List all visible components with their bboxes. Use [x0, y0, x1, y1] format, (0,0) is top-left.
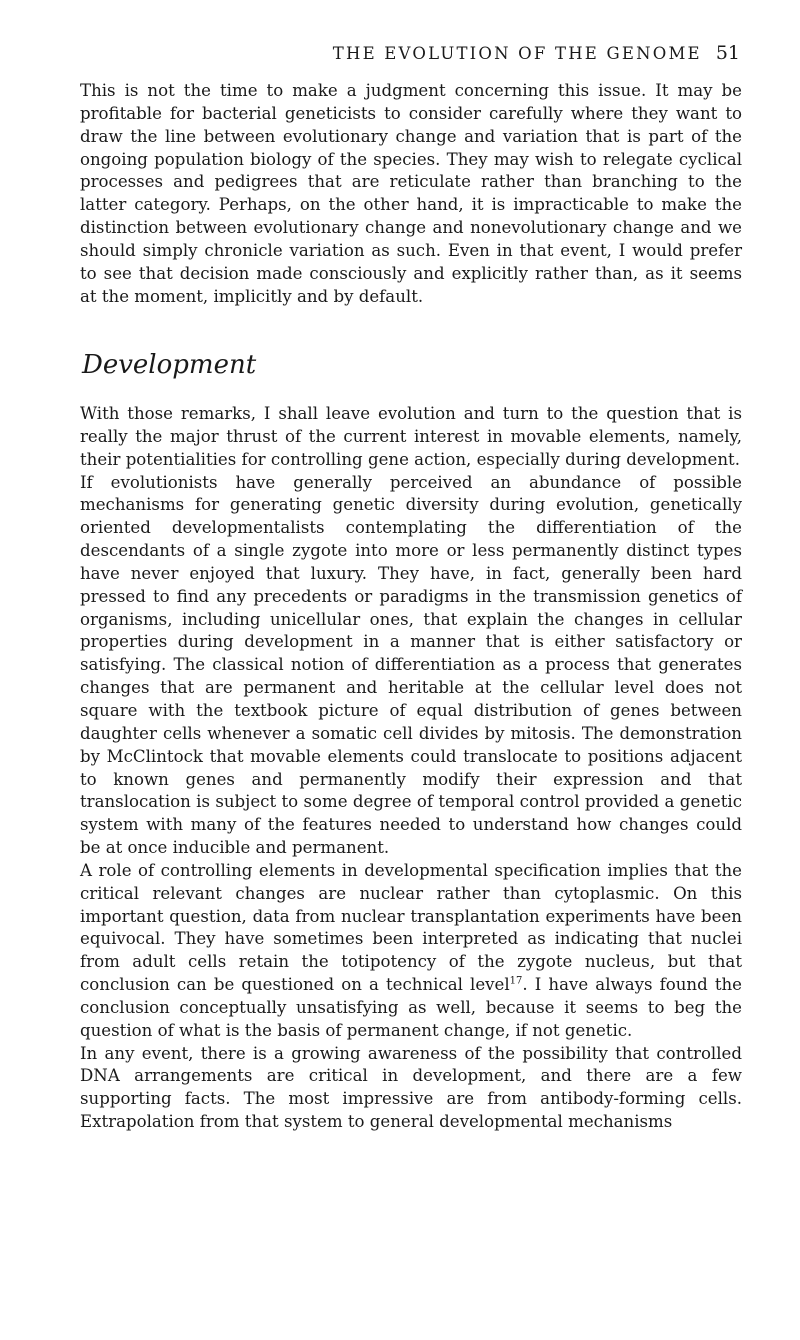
section-heading: Development	[82, 350, 257, 380]
paragraph: With those remarks, I shall leave evolution and turn to the question that is really the major thrust of the current interest in movable elements, namely, their potentialities for controlling gene action, especially during development.	[80, 404, 742, 469]
running-head	[333, 42, 740, 64]
paragraph-text: A role of controlling elements in developmental specification implies that the critical relevant changes are nuclear rather than cytoplasmic. On this important question, data from nuclear transplantation experiments have been equivocal. They have sometimes been interpreted as indicating that nuclei from adult cells retain the totipotency of the zygote nucleus, but that conclusion can be questioned on a technical level	[80, 860, 742, 995]
running-head-title: THE EVOLUTION OF THE GENOME	[332, 44, 702, 63]
section-body	[80, 403, 742, 1134]
intro-paragraph: This is not the time to make a judgment concerning this issue. It may be profitable for bacterial geneticists to consider carefully where they want to draw the line between evolutionary change and variation that is part of the ongoing population biology of the species. They may wish to relegate cyclical processes and pedigrees that are reticulate rather than branching to the latter category. Perhaps, on the other hand, it is impracticable to make the distinction between evolutionary change and nonevolutionary change and we should simply chronicle variation as such. Even in that event, I would prefer to see that decision made consciously and explicitly rather than, as it seems at the moment, implicitly and by default.	[80, 81, 742, 306]
page-number: 51	[715, 42, 740, 64]
paragraph	[80, 860, 742, 1043]
paragraph: In any event, there is a growing awareness of the possibility that controlled DNA arrangements are critical in development, and there are a few supporting facts. The most impressive are from antibody-forming cells. Extrapolation from that system to general developmental mechanisms	[80, 1043, 742, 1132]
section-heading-wrap	[82, 350, 256, 380]
reference-marker: 17	[509, 975, 523, 987]
intro-block	[80, 80, 742, 308]
paragraph: If evolutionists have generally perceived an abundance of possible mechanisms for generating genetic diversity during evolution, genetically oriented developmentalists contemplating the differentiation of the descendants of a single zygote into more or less permanently distinct types have never enjoyed that luxury. They have, in fact, generally been hard pressed to find any precedents or paradigms in the transmission genetics of organisms, including unicellular ones, that explain the changes in cellular properties during development in a manner that is either satisfactory or satisfying. The classical notion of differentiation as a process that generates changes that are permanent and heritable at the cellular level does not square with the textbook picture of equal distribution of genes between daughter cells whenever a somatic cell divides by mitosis. The demonstration by McClintock that movable elements could translocate to positions adjacent to known genes and permanently modify their expression and that translocation is subject to some degree of temporal control provided a genetic system with many of the features needed to understand how changes could be at once inducible and permanent.	[80, 472, 742, 858]
paragraph-text: . I have always found the conclusion conceptually unsatisfying as well, because it seems to beg the question of what is the basis of permanent change, if not genetic.	[80, 975, 742, 1040]
